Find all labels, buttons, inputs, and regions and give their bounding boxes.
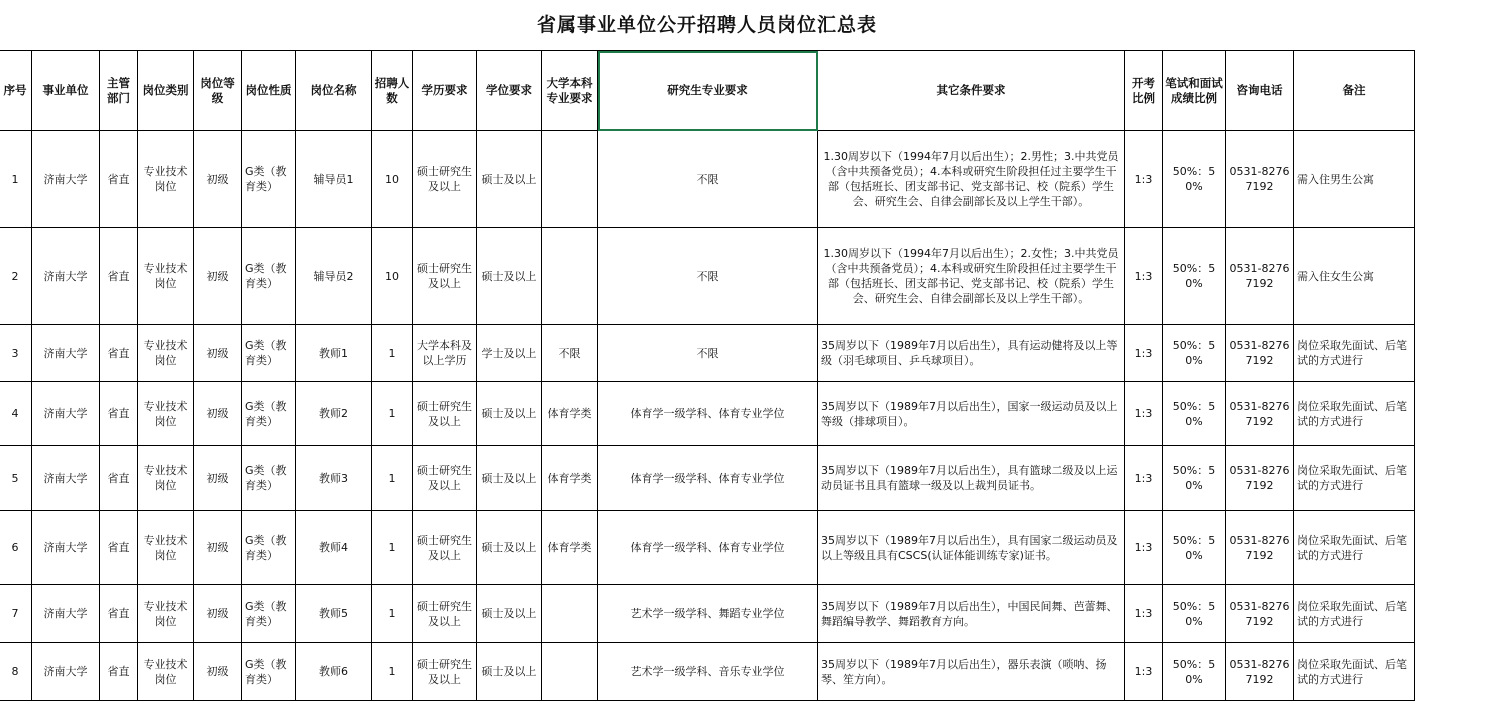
cell-undergrad-major[interactable]	[542, 643, 598, 701]
cell-score-ratio[interactable]: 50%：50%	[1163, 585, 1226, 643]
cell-level[interactable]: 初级	[194, 446, 242, 511]
cell-score-ratio[interactable]: 50%：50%	[1163, 511, 1226, 585]
cell-nature[interactable]: G类（教育类）	[242, 325, 296, 382]
cell-count[interactable]: 10	[372, 228, 413, 325]
cell-phone[interactable]: 0531-82767192	[1226, 228, 1294, 325]
cell-category[interactable]: 专业技术岗位	[138, 585, 194, 643]
cell-phone[interactable]: 0531-82767192	[1226, 643, 1294, 701]
cell-phone[interactable]: 0531-82767192	[1226, 325, 1294, 382]
cell-degree[interactable]: 学士及以上	[477, 325, 542, 382]
cell-nature[interactable]: G类（教育类）	[242, 511, 296, 585]
col-header-no[interactable]: 序号	[0, 51, 32, 131]
cell-grad-major[interactable]: 不限	[598, 228, 818, 325]
cell-grad-major[interactable]: 不限	[598, 131, 818, 228]
cell-degree[interactable]: 硕士及以上	[477, 228, 542, 325]
header-row	[0, 51, 1415, 131]
cell-nature[interactable]: G类（教育类）	[242, 131, 296, 228]
cell-unit[interactable]: 济南大学	[32, 325, 100, 382]
cell-level[interactable]: 初级	[194, 511, 242, 585]
cell-ratio[interactable]: 1:3	[1125, 325, 1163, 382]
cell-score-ratio[interactable]: 50%：50%	[1163, 382, 1226, 446]
cell-level[interactable]: 初级	[194, 325, 242, 382]
cell-education[interactable]: 大学本科及以上学历	[413, 325, 477, 382]
cell-name[interactable]: 教师1	[296, 325, 372, 382]
cell-dept[interactable]: 省直	[100, 131, 138, 228]
cell-category[interactable]: 专业技术岗位	[138, 643, 194, 701]
cell-unit[interactable]: 济南大学	[32, 228, 100, 325]
cell-score-ratio[interactable]: 50%：50%	[1163, 228, 1226, 325]
cell-education[interactable]: 硕士研究生及以上	[413, 643, 477, 701]
cell-category[interactable]: 专业技术岗位	[138, 325, 194, 382]
cell-no[interactable]: 2	[0, 228, 32, 325]
table-row	[0, 131, 1415, 228]
cell-conditions[interactable]: 35周岁以下（1989年7月以后出生），器乐表演（唢呐、扬琴、笙方向）。	[818, 643, 1125, 701]
cell-no[interactable]: 5	[0, 446, 32, 511]
cell-education[interactable]: 硕士研究生及以上	[413, 446, 477, 511]
cell-conditions[interactable]: 35周岁以下（1989年7月以后出生），具有运动健将及以上等级（羽毛球项目、乒乓球项目）。	[818, 325, 1125, 382]
cell-count[interactable]: 1	[372, 325, 413, 382]
cell-level[interactable]: 初级	[194, 131, 242, 228]
cell-level[interactable]: 初级	[194, 228, 242, 325]
cell-note[interactable]: 岗位采取先面试、后笔试的方式进行	[1294, 382, 1415, 446]
cell-degree[interactable]: 硕士及以上	[477, 131, 542, 228]
col-header-dept[interactable]: 主管部门	[100, 51, 138, 131]
col-header-note[interactable]: 备注	[1294, 51, 1415, 131]
cell-count[interactable]: 1	[372, 511, 413, 585]
cell-dept[interactable]: 省直	[100, 325, 138, 382]
page-title: 省属事业单位公开招聘人员岗位汇总表	[536, 14, 877, 36]
col-header-nature[interactable]: 岗位性质	[242, 51, 296, 131]
cell-undergrad-major[interactable]: 体育学类	[542, 446, 598, 511]
cell-education[interactable]: 硕士研究生及以上	[413, 228, 477, 325]
cell-education[interactable]: 硕士研究生及以上	[413, 585, 477, 643]
cell-grad-major[interactable]: 不限	[598, 325, 818, 382]
cell-no[interactable]: 3	[0, 325, 32, 382]
cell-ratio[interactable]: 1:3	[1125, 585, 1163, 643]
cell-note[interactable]: 需入住男生公寓	[1294, 131, 1415, 228]
cell-education[interactable]: 硕士研究生及以上	[413, 511, 477, 585]
cell-dept[interactable]: 省直	[100, 643, 138, 701]
cell-phone[interactable]: 0531-82767192	[1226, 446, 1294, 511]
cell-name[interactable]: 教师2	[296, 382, 372, 446]
cell-score-ratio[interactable]: 50%：50%	[1163, 131, 1226, 228]
cell-undergrad-major[interactable]: 体育学类	[542, 382, 598, 446]
cell-unit[interactable]: 济南大学	[32, 511, 100, 585]
cell-degree[interactable]: 硕士及以上	[477, 446, 542, 511]
col-header-education[interactable]: 学历要求	[413, 51, 477, 131]
cell-undergrad-major[interactable]	[542, 585, 598, 643]
col-header-name[interactable]: 岗位名称	[296, 51, 372, 131]
cell-count[interactable]: 1	[372, 446, 413, 511]
col-header-unit[interactable]: 事业单位	[32, 51, 100, 131]
cell-count[interactable]: 10	[372, 131, 413, 228]
cell-education[interactable]: 硕士研究生及以上	[413, 382, 477, 446]
cell-name[interactable]: 教师4	[296, 511, 372, 585]
cell-note[interactable]: 岗位采取先面试、后笔试的方式进行	[1294, 643, 1415, 701]
cell-nature[interactable]: G类（教育类）	[242, 228, 296, 325]
table-row	[0, 382, 1415, 446]
cell-score-ratio[interactable]: 50%：50%	[1163, 446, 1226, 511]
cell-ratio[interactable]: 1:3	[1125, 228, 1163, 325]
table-row	[0, 446, 1415, 511]
cell-name[interactable]: 教师5	[296, 585, 372, 643]
cell-phone[interactable]: 0531-82767192	[1226, 511, 1294, 585]
cell-unit[interactable]: 济南大学	[32, 382, 100, 446]
cell-conditions[interactable]: 35周岁以下（1989年7月以后出生），具有篮球二级及以上运动员证书且具有篮球一级及以上裁判员证书。	[818, 446, 1125, 511]
cell-undergrad-major[interactable]	[542, 228, 598, 325]
cell-grad-major[interactable]: 体育学一级学科、体育专业学位	[598, 382, 818, 446]
cell-ratio[interactable]: 1:3	[1125, 511, 1163, 585]
table-row	[0, 643, 1415, 701]
cell-note[interactable]: 岗位采取先面试、后笔试的方式进行	[1294, 325, 1415, 382]
cell-level[interactable]: 初级	[194, 643, 242, 701]
table-row	[0, 228, 1415, 325]
cell-education[interactable]: 硕士研究生及以上	[413, 131, 477, 228]
table-row	[0, 585, 1415, 643]
cell-undergrad-major[interactable]: 体育学类	[542, 511, 598, 585]
cell-unit[interactable]: 济南大学	[32, 643, 100, 701]
cell-phone[interactable]: 0531-82767192	[1226, 585, 1294, 643]
recruitment-table	[0, 50, 1415, 701]
cell-note[interactable]: 需入住女生公寓	[1294, 228, 1415, 325]
cell-grad-major[interactable]: 体育学一级学科、体育专业学位	[598, 511, 818, 585]
cell-no[interactable]: 6	[0, 511, 32, 585]
cell-conditions[interactable]: 35周岁以下（1989年7月以后出生），国家一级运动员及以上等级（排球项目）。	[818, 382, 1125, 446]
col-header-category[interactable]: 岗位类别	[138, 51, 194, 131]
col-header-phone[interactable]: 咨询电话	[1226, 51, 1294, 131]
cell-conditions[interactable]: 1.30周岁以下（1994年7月以后出生）；2.男性；3.中共党员（含中共预备党员）；4.本科或研究生阶段担任过主要学生干部（包括班长、团支部书记、党支部书记、校（院系）学生会、研究生会、自律会副部长及以上学生干部）。	[818, 131, 1125, 228]
cell-nature[interactable]: G类（教育类）	[242, 585, 296, 643]
cell-degree[interactable]: 硕士及以上	[477, 511, 542, 585]
cell-dept[interactable]: 省直	[100, 446, 138, 511]
cell-nature[interactable]: G类（教育类）	[242, 382, 296, 446]
cell-category[interactable]: 专业技术岗位	[138, 228, 194, 325]
cell-conditions[interactable]: 35周岁以下（1989年7月以后出生），中国民间舞、芭蕾舞、舞蹈编导教学、舞蹈教育方向。	[818, 585, 1125, 643]
cell-category[interactable]: 专业技术岗位	[138, 382, 194, 446]
cell-name[interactable]: 教师3	[296, 446, 372, 511]
cell-ratio[interactable]: 1:3	[1125, 382, 1163, 446]
col-header-count[interactable]: 招聘人数	[372, 51, 413, 131]
col-header-degree[interactable]: 学位要求	[477, 51, 542, 131]
cell-note[interactable]: 岗位采取先面试、后笔试的方式进行	[1294, 511, 1415, 585]
cell-level[interactable]: 初级	[194, 585, 242, 643]
cell-level[interactable]: 初级	[194, 382, 242, 446]
cell-category[interactable]: 专业技术岗位	[138, 446, 194, 511]
cell-dept[interactable]: 省直	[100, 585, 138, 643]
cell-nature[interactable]: G类（教育类）	[242, 643, 296, 701]
cell-undergrad-major[interactable]: 不限	[542, 325, 598, 382]
cell-no[interactable]: 8	[0, 643, 32, 701]
cell-degree[interactable]: 硕士及以上	[477, 643, 542, 701]
col-header-undergrad-major[interactable]: 大学本科专业要求	[542, 51, 598, 131]
cell-name[interactable]: 辅导员2	[296, 228, 372, 325]
col-header-score-ratio[interactable]: 笔试和面试成绩比例	[1163, 51, 1226, 131]
cell-note[interactable]: 岗位采取先面试、后笔试的方式进行	[1294, 446, 1415, 511]
cell-undergrad-major[interactable]	[542, 131, 598, 228]
col-header-conditions[interactable]: 其它条件要求	[818, 51, 1125, 131]
cell-degree[interactable]: 硕士及以上	[477, 585, 542, 643]
cell-ratio[interactable]: 1:3	[1125, 643, 1163, 701]
cell-grad-major[interactable]: 体育学一级学科、体育专业学位	[598, 446, 818, 511]
cell-no[interactable]: 4	[0, 382, 32, 446]
cell-grad-major[interactable]: 艺术学一级学科、音乐专业学位	[598, 643, 818, 701]
table-row	[0, 325, 1415, 382]
col-header-level[interactable]: 岗位等级	[194, 51, 242, 131]
cell-phone[interactable]: 0531-82767192	[1226, 131, 1294, 228]
cell-unit[interactable]: 济南大学	[32, 131, 100, 228]
cell-count[interactable]: 1	[372, 585, 413, 643]
cell-note[interactable]: 岗位采取先面试、后笔试的方式进行	[1294, 585, 1415, 643]
cell-dept[interactable]: 省直	[100, 382, 138, 446]
cell-unit[interactable]: 济南大学	[32, 585, 100, 643]
cell-name[interactable]: 辅导员1	[296, 131, 372, 228]
cell-count[interactable]: 1	[372, 382, 413, 446]
cell-conditions[interactable]: 1.30周岁以下（1994年7月以后出生）；2.女性；3.中共党员（含中共预备党员）；4.本科或研究生阶段担任过主要学生干部（包括班长、团支部书记、党支部书记、校（院系）学生会、研究生会、自律会副部长及以上学生干部）。	[818, 228, 1125, 325]
cell-name[interactable]: 教师6	[296, 643, 372, 701]
cell-degree[interactable]: 硕士及以上	[477, 382, 542, 446]
cell-no[interactable]: 7	[0, 585, 32, 643]
cell-category[interactable]: 专业技术岗位	[138, 131, 194, 228]
cell-category[interactable]: 专业技术岗位	[138, 511, 194, 585]
cell-ratio[interactable]: 1:3	[1125, 131, 1163, 228]
cell-nature[interactable]: G类（教育类）	[242, 446, 296, 511]
cell-score-ratio[interactable]: 50%：50%	[1163, 643, 1226, 701]
cell-score-ratio[interactable]: 50%：50%	[1163, 325, 1226, 382]
cell-unit[interactable]: 济南大学	[32, 446, 100, 511]
cell-conditions[interactable]: 35周岁以下（1989年7月以后出生），具有国家二级运动员及以上等级且具有CSCS(认证体能训练专家)证书。	[818, 511, 1125, 585]
col-header-ratio[interactable]: 开考比例	[1125, 51, 1163, 131]
cell-dept[interactable]: 省直	[100, 511, 138, 585]
cell-phone[interactable]: 0531-82767192	[1226, 382, 1294, 446]
cell-ratio[interactable]: 1:3	[1125, 446, 1163, 511]
cell-dept[interactable]: 省直	[100, 228, 138, 325]
cell-no[interactable]: 1	[0, 131, 32, 228]
cell-count[interactable]: 1	[372, 643, 413, 701]
col-header-grad-major[interactable]: 研究生专业要求	[598, 51, 818, 131]
cell-grad-major[interactable]: 艺术学一级学科、舞蹈专业学位	[598, 585, 818, 643]
table-row	[0, 511, 1415, 585]
